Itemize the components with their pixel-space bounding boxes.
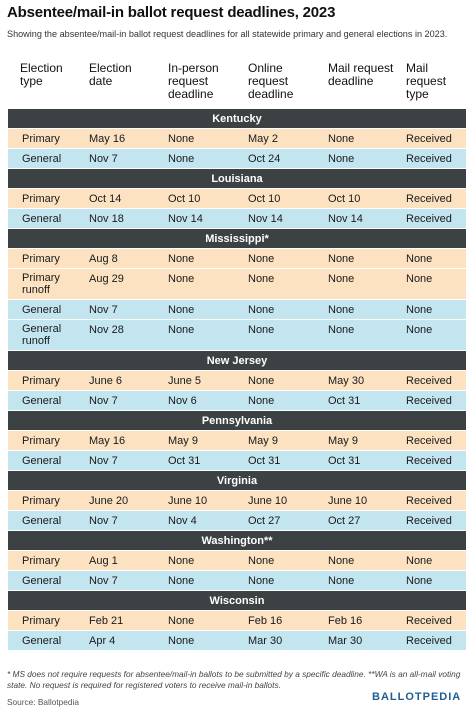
cell-election-type: General — [22, 455, 62, 467]
cell-election-date: May 16 — [89, 133, 126, 145]
logo-text-pedia: PEDIA — [422, 691, 462, 703]
column-header-online-deadline: Online request deadline — [248, 61, 294, 101]
cell-election-type: Primary — [22, 193, 60, 205]
cell-mail-deadline: June 10 — [328, 495, 368, 507]
cell-election-type: Primary — [22, 555, 60, 567]
cell-mail-deadline: Oct 10 — [328, 193, 361, 205]
cell-mail-type: None — [406, 324, 433, 336]
cell-mail-type: Received — [406, 375, 452, 387]
cell-election-date: May 16 — [89, 435, 126, 447]
cell-inperson-deadline: None — [168, 253, 195, 265]
deadlines-table — [8, 109, 466, 651]
cell-election-date: Nov 18 — [89, 213, 124, 225]
cell-election-date: Nov 7 — [89, 304, 118, 316]
cell-election-date: Nov 7 — [89, 515, 118, 527]
state-header: Kentucky — [8, 109, 466, 129]
cell-inperson-deadline: None — [168, 575, 195, 587]
cell-election-type: Primary — [22, 375, 60, 387]
source-credit: Source: Ballotpedia — [7, 697, 79, 707]
cell-election-type: General runoff — [22, 323, 62, 347]
table-row — [8, 189, 466, 209]
cell-online-deadline: None — [248, 253, 275, 265]
table-row — [8, 431, 466, 451]
table-row — [8, 551, 466, 571]
cell-online-deadline: None — [248, 575, 275, 587]
cell-election-type: General — [22, 395, 62, 407]
cell-election-date: Aug 8 — [89, 253, 118, 265]
cell-inperson-deadline: Nov 14 — [168, 213, 203, 225]
table-row — [8, 209, 466, 229]
cell-mail-type: Received — [406, 635, 452, 647]
cell-election-date: Aug 29 — [89, 273, 124, 285]
cell-election-type: General — [22, 213, 62, 225]
table-row — [8, 511, 466, 531]
cell-mail-deadline: Oct 31 — [328, 455, 361, 467]
cell-online-deadline: None — [248, 555, 275, 567]
cell-election-type: General — [22, 515, 62, 527]
table-row — [8, 371, 466, 391]
state-header: Louisiana — [8, 169, 466, 189]
cell-mail-deadline: Oct 27 — [328, 515, 361, 527]
cell-election-type: Primary runoff — [22, 272, 60, 296]
cell-online-deadline: None — [248, 324, 275, 336]
cell-mail-type: Received — [406, 133, 452, 145]
table-row — [8, 631, 466, 651]
cell-mail-deadline: None — [328, 133, 355, 145]
table-row — [8, 149, 466, 169]
cell-inperson-deadline: None — [168, 324, 195, 336]
cell-election-date: Nov 7 — [89, 153, 118, 165]
cell-election-date: Nov 7 — [89, 395, 118, 407]
cell-mail-deadline: Mar 30 — [328, 635, 363, 647]
page-title: Absentee/mail-in ballot request deadlines, 2023 — [7, 4, 336, 21]
logo-text-ballot: BALLOT — [372, 691, 423, 703]
cell-online-deadline: Oct 10 — [248, 193, 281, 205]
cell-election-type: Primary — [22, 253, 60, 265]
cell-mail-type: None — [406, 253, 433, 265]
cell-inperson-deadline: May 9 — [168, 435, 198, 447]
state-header: Washington** — [8, 531, 466, 551]
cell-mail-deadline: Oct 31 — [328, 395, 361, 407]
table-row — [8, 611, 466, 631]
cell-mail-type: None — [406, 555, 433, 567]
cell-mail-type: None — [406, 304, 433, 316]
cell-mail-type: Received — [406, 435, 452, 447]
cell-mail-deadline: None — [328, 304, 355, 316]
column-header-mail-deadline: Mail request deadline — [328, 61, 394, 88]
cell-election-date: Aug 1 — [89, 555, 118, 567]
cell-mail-type: Received — [406, 395, 452, 407]
cell-online-deadline: Oct 27 — [248, 515, 281, 527]
table-row — [8, 300, 466, 320]
cell-inperson-deadline: None — [168, 153, 195, 165]
cell-election-date: Oct 14 — [89, 193, 122, 205]
cell-inperson-deadline: Nov 4 — [168, 515, 197, 527]
cell-inperson-deadline: None — [168, 555, 195, 567]
cell-election-date: Feb 21 — [89, 615, 124, 627]
table-row — [8, 491, 466, 511]
cell-inperson-deadline: None — [168, 273, 195, 285]
column-header-election-type: Election type — [20, 61, 63, 88]
cell-mail-type: None — [406, 273, 433, 285]
ballotpedia-logo — [372, 691, 461, 703]
cell-online-deadline: Oct 24 — [248, 153, 281, 165]
cell-online-deadline: None — [248, 395, 275, 407]
page-subtitle: Showing the absentee/mail-in ballot request deadlines for all statewide primary and general elections in 2023. — [7, 29, 448, 39]
state-header: Wisconsin — [8, 591, 466, 611]
cell-election-type: Primary — [22, 435, 60, 447]
cell-online-deadline: Nov 14 — [248, 213, 283, 225]
cell-election-type: Primary — [22, 133, 60, 145]
cell-mail-deadline: May 30 — [328, 375, 365, 387]
cell-online-deadline: May 2 — [248, 133, 278, 145]
state-header: Mississippi* — [8, 229, 466, 249]
cell-election-type: General — [22, 575, 62, 587]
table-row — [8, 320, 466, 351]
cell-mail-type: Received — [406, 193, 452, 205]
cell-election-date: Apr 4 — [89, 635, 116, 647]
cell-inperson-deadline: Oct 31 — [168, 455, 201, 467]
cell-mail-deadline: Feb 16 — [328, 615, 363, 627]
cell-election-type: General — [22, 304, 62, 316]
cell-online-deadline: None — [248, 273, 275, 285]
column-header-election-date: Election date — [89, 61, 132, 88]
cell-mail-type: Received — [406, 515, 452, 527]
cell-election-type: Primary — [22, 495, 60, 507]
state-header: Virginia — [8, 471, 466, 491]
cell-mail-type: Received — [406, 213, 452, 225]
cell-mail-type: None — [406, 575, 433, 587]
column-headers — [8, 62, 466, 102]
cell-inperson-deadline: None — [168, 133, 195, 145]
footnote: * MS does not require requests for absentee/mail-in ballots to be submitted by a specific deadline. **WA is an all-mail voting state. No request is required for registered voters to receive mail-in ballots. — [7, 669, 461, 690]
table-row — [8, 249, 466, 269]
cell-online-deadline: May 9 — [248, 435, 278, 447]
cell-mail-type: Received — [406, 153, 452, 165]
cell-election-date: June 20 — [89, 495, 129, 507]
cell-inperson-deadline: None — [168, 635, 195, 647]
cell-mail-type: Received — [406, 495, 452, 507]
cell-inperson-deadline: Oct 10 — [168, 193, 201, 205]
cell-online-deadline: June 10 — [248, 495, 288, 507]
state-header: New Jersey — [8, 351, 466, 371]
cell-election-date: Nov 7 — [89, 575, 118, 587]
cell-election-date: June 6 — [89, 375, 123, 387]
cell-online-deadline: Feb 16 — [248, 615, 283, 627]
state-header: Pennsylvania — [8, 411, 466, 431]
cell-election-date: Nov 28 — [89, 324, 124, 336]
cell-mail-deadline: Nov 14 — [328, 213, 363, 225]
cell-inperson-deadline: June 5 — [168, 375, 202, 387]
cell-inperson-deadline: June 10 — [168, 495, 208, 507]
cell-mail-deadline: None — [328, 555, 355, 567]
cell-inperson-deadline: None — [168, 304, 195, 316]
table-row — [8, 451, 466, 471]
cell-mail-type: Received — [406, 615, 452, 627]
table-row — [8, 269, 466, 300]
cell-inperson-deadline: None — [168, 615, 195, 627]
cell-online-deadline: Mar 30 — [248, 635, 283, 647]
cell-inperson-deadline: Nov 6 — [168, 395, 197, 407]
cell-mail-deadline: None — [328, 324, 355, 336]
column-header-inperson-deadline: In-person request deadline — [168, 61, 219, 101]
cell-online-deadline: Oct 31 — [248, 455, 281, 467]
cell-online-deadline: None — [248, 304, 275, 316]
cell-election-type: Primary — [22, 615, 60, 627]
table-row — [8, 571, 466, 591]
table-row — [8, 391, 466, 411]
table-row — [8, 129, 466, 149]
cell-mail-deadline: May 9 — [328, 435, 358, 447]
cell-mail-deadline: None — [328, 575, 355, 587]
cell-election-type: General — [22, 635, 62, 647]
cell-mail-deadline: None — [328, 253, 355, 265]
cell-online-deadline: None — [248, 375, 275, 387]
cell-mail-deadline: None — [328, 273, 355, 285]
column-header-mail-type: Mail request type — [406, 61, 447, 101]
cell-mail-type: Received — [406, 455, 452, 467]
cell-mail-deadline: None — [328, 153, 355, 165]
cell-election-type: General — [22, 153, 62, 165]
cell-election-date: Nov 7 — [89, 455, 118, 467]
